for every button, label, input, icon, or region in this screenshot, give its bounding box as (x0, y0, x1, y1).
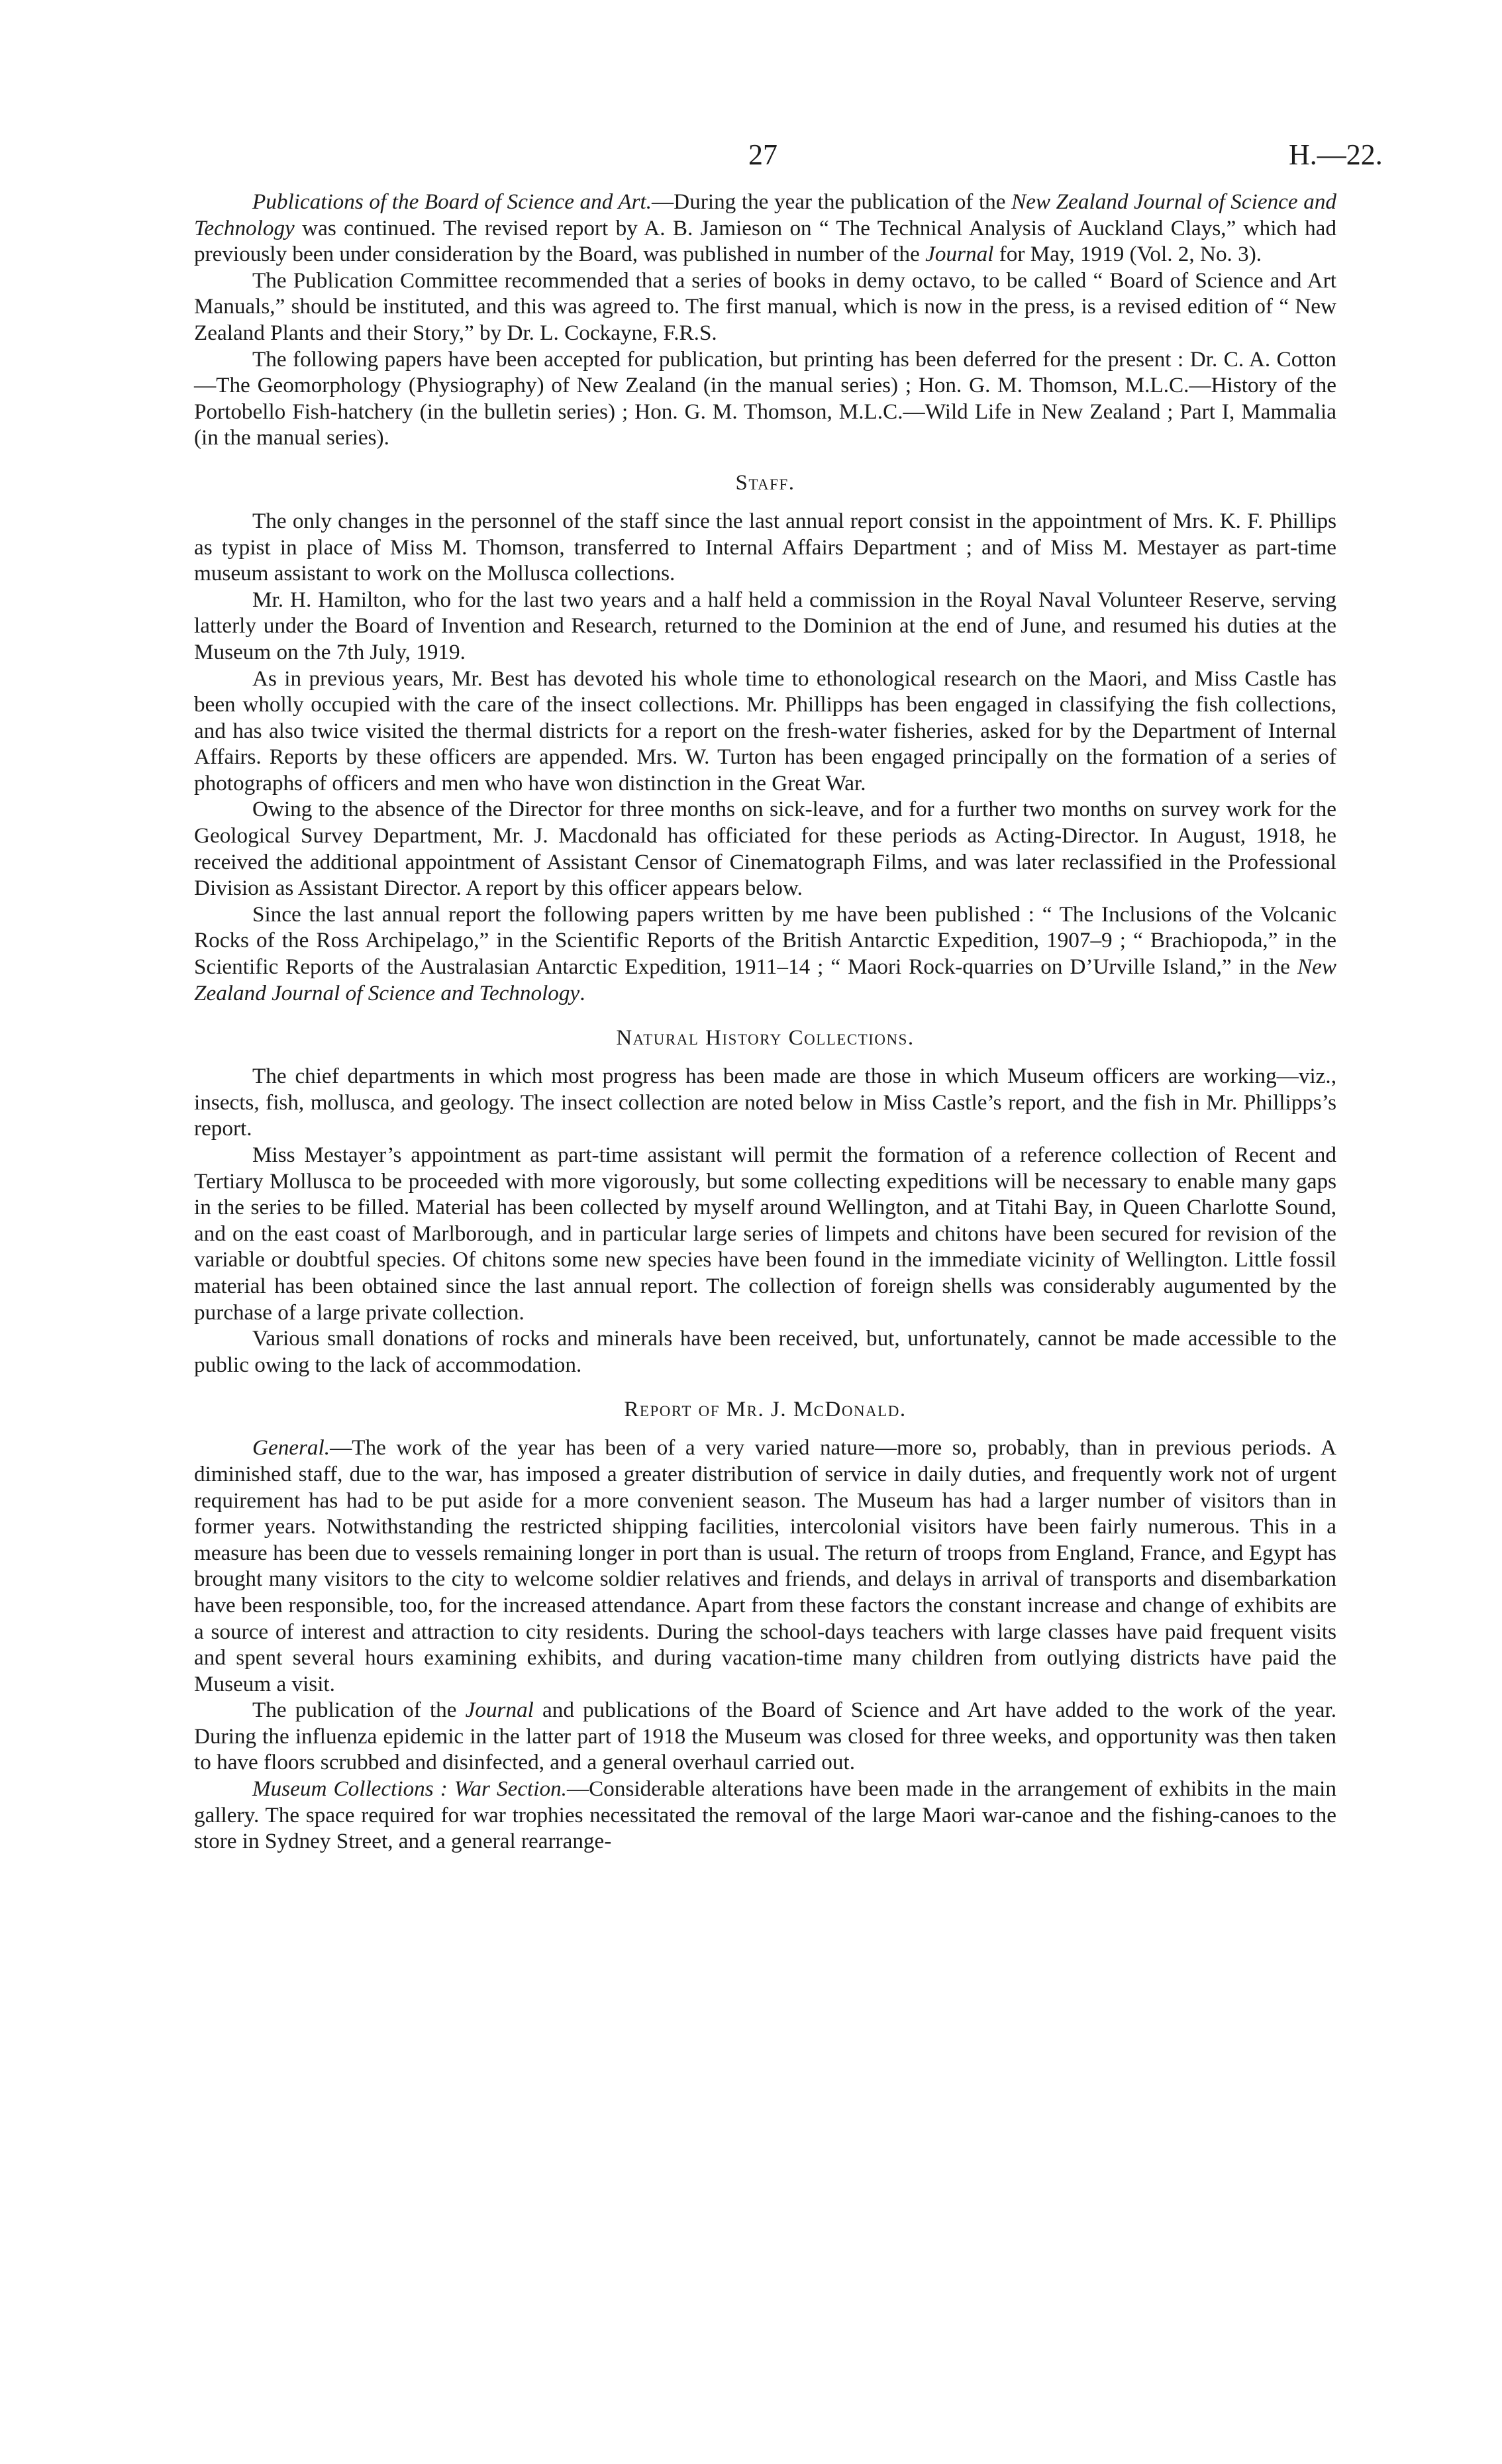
document-reference: H.—22. (1289, 138, 1383, 171)
staff-heading: Staff. (735, 470, 795, 495)
body-text (194, 189, 1336, 1855)
journal-title: New Zealand Journal of Science and Technology (194, 189, 1337, 240)
publications-paragraph: Publications of the Board of Science and Art.—During the year the publication of the New Zealand Journal of Science and Technology was continued. The revised report by A. B. Jamieson on “ The Technical Analysis of Auckland Clays,” which had previously been under consideration by the Board, was published in number of the Journal for May, 1919 (Vol. 2, No. 3). (194, 189, 1337, 267)
natural-history-paragraph: Various small donations of rocks and minerals have been received, but, unfortunately, cannot be made accessible to the public owing to the lack of accommodation. (194, 1326, 1336, 1377)
report-paragraph: General.—The work of the year has been of a very varied nature—more so, probably, than in previous periods. A diminished staff, due to the war, has imposed a greater distribution of service in daily duties, and frequently work not of urgent requirement has had to be put aside for a more convenient season. The Museum has had a larger number of visitors than in former years. Notwithstanding the restricted shipping facilities, intercolonial visitors have been fairly numerous. This in a measure has been due to vessels remaining longer in port than is usual. The return of troops from England, France, and Egypt has brought many visitors to the city to welcome soldier relatives and friends, and delays in arrival of transports and disembarkation have been responsible, too, for the increased attendance. Apart from these factors the constant increase and change of exhibits are a source of interest and attraction to city residents. During the school-days teachers with large classes have paid frequent visits and spent several hours examining exhibits, and during vacation-time many children from outlying districts have paid the Museum a visit. (194, 1435, 1336, 1696)
report-lead-in: General. (252, 1435, 330, 1461)
page-header (0, 138, 1502, 178)
page-number: 27 (748, 138, 777, 171)
report-paragraph: The publication of the Journal and publications of the Board of Science and Art have added to the work of the year. During the influenza epidemic in the latter part of 1918 the Museum was closed for three weeks, and opportunity was then taken to have floors scrubbed and disinfected, and a general overhaul carried out. (194, 1698, 1336, 1775)
staff-paragraph: As in previous years, Mr. Best has devoted his whole time to ethonological research on the Maori, and Miss Castle has been wholly occupied with the care of the insect collections. Mr. Phillipps has been engaged in classifying the fish collections, and has also twice visited the thermal districts for a report on the fresh-water fisheries, asked for by the Department of Internal Affairs. Reports by these officers are appended. Mrs. W. Turton has been engaged principally on the formation of a series of photographs of officers and men who have won distinction in the Great War. (194, 666, 1336, 796)
journal-title: Journal (925, 242, 994, 267)
publications-paragraph: The Publication Committee recommended that a series of books in demy octavo, to be called “ Board of Science and Art Manuals,” should be instituted, and this was agreed to. The first manual, which is now in the press, is a revised edition of “ New Zealand Plants and their Story,” by Dr. L. Cockayne, F.R.S. (194, 268, 1336, 345)
natural-history-paragraph: The chief departments in which most progress has been made are those in which Museum officers are working—viz., insects, fish, mollusca, and geology. The insect collection are noted below in Miss Castle’s report, and the fish in Mr. Phillipps’s report. (194, 1064, 1336, 1141)
staff-paragraph: Mr. H. Hamilton, who for the last two years and a half held a commission in the Royal Naval Volunteer Reserve, serving latterly under the Board of Invention and Research, returned to the Dominion at the end of June, and resumed his duties at the Museum on the 7th July, 1919. (194, 587, 1336, 664)
report-lead-in: Museum Collections : War Section. (252, 1776, 567, 1802)
journal-title: New Zealand Journal of Science and Technology (194, 954, 1336, 1005)
publications-paragraph: The following papers have been accepted for publication, but printing has been deferred for the present : Dr. C. A. Cotton—The Geomorphology (Physiography) of New Zealand (in the manual series) ; Hon. G. M. Thomson, M.L.C.—History of the Portobello Fish-hatchery (in the bulletin series) ; Hon. G. M. Thomson, M.L.C.—Wild Life in New Zealand ; Part I, Mammalia (in the manual series). (194, 346, 1336, 450)
natural-history-paragraph: Miss Mestayer’s appointment as part-time assistant will permit the formation of a reference collection of Recent and Tertiary Mollusca to be proceeded with more vigorously, but some collecting expeditions will be necessary to enable many gaps in the series to be filled. Material has been collected by myself around Wellington, and at Titahi Bay, in Queen Charlotte Sound, and on the east coast of Marlborough, and in particular large series of limpets and chitons have been secured for revision of the variable or doubtful species. Of chitons some new species have been found in the immediate vicinity of Wellington. Little fossil material has been obtained since the last annual report. The collection of foreign shells was considerably augumented by the purchase of a large private collection. (194, 1143, 1336, 1325)
journal-title: Journal (465, 1698, 534, 1723)
staff-paragraph: Owing to the absence of the Director for three months on sick-leave, and for a further two months on survey work for the Geological Survey Department, Mr. J. Macdonald has officiated for these periods as Acting-Director. In August, 1918, he received the additional appointment of Assistant Censor of Cinematograph Films, and was later reclassified in the Professional Division as Assistant Director. A report by this officer appears below. (194, 797, 1336, 901)
natural-history-heading: Natural History Collections. (616, 1026, 915, 1051)
publications-lead-in: Publications of the Board of Science and Art. (252, 189, 652, 214)
staff-paragraph: The only changes in the personnel of the staff since the last annual report consist in the appointment of Mrs. K. F. Phillips as typist in place of Miss M. Thomson, transferred to Internal Affairs Department ; and of Miss M. Mestayer as part-time museum assistant to work on the Mollusca collections. (194, 508, 1336, 586)
report-paragraph: Museum Collections : War Section.—Considerable alterations have been made in the arrangement of exhibits in the main gallery. The space required for war trophies necessitated the removal of the large Maori war-canoe and the fishing-canoes to the store in Sydney Street, and a general rearrange- (194, 1776, 1336, 1854)
staff-paragraph: Since the last annual report the following papers written by me have been published : “ The Inclusions of the Volcanic Rocks of the Ross Archipelago,” in the Scientific Reports of the British Antarctic Expedition, 1907–9 ; “ Brachiopoda,” in the Scientific Reports of the Australasian Antarctic Expedition, 1911–14 ; “ Maori Rock-quarries on D’Urville Island,” in the New Zealand Journal of Science and Technology. (194, 901, 1336, 1005)
report-heading: Report of Mr. J. McDonald. (624, 1398, 907, 1422)
